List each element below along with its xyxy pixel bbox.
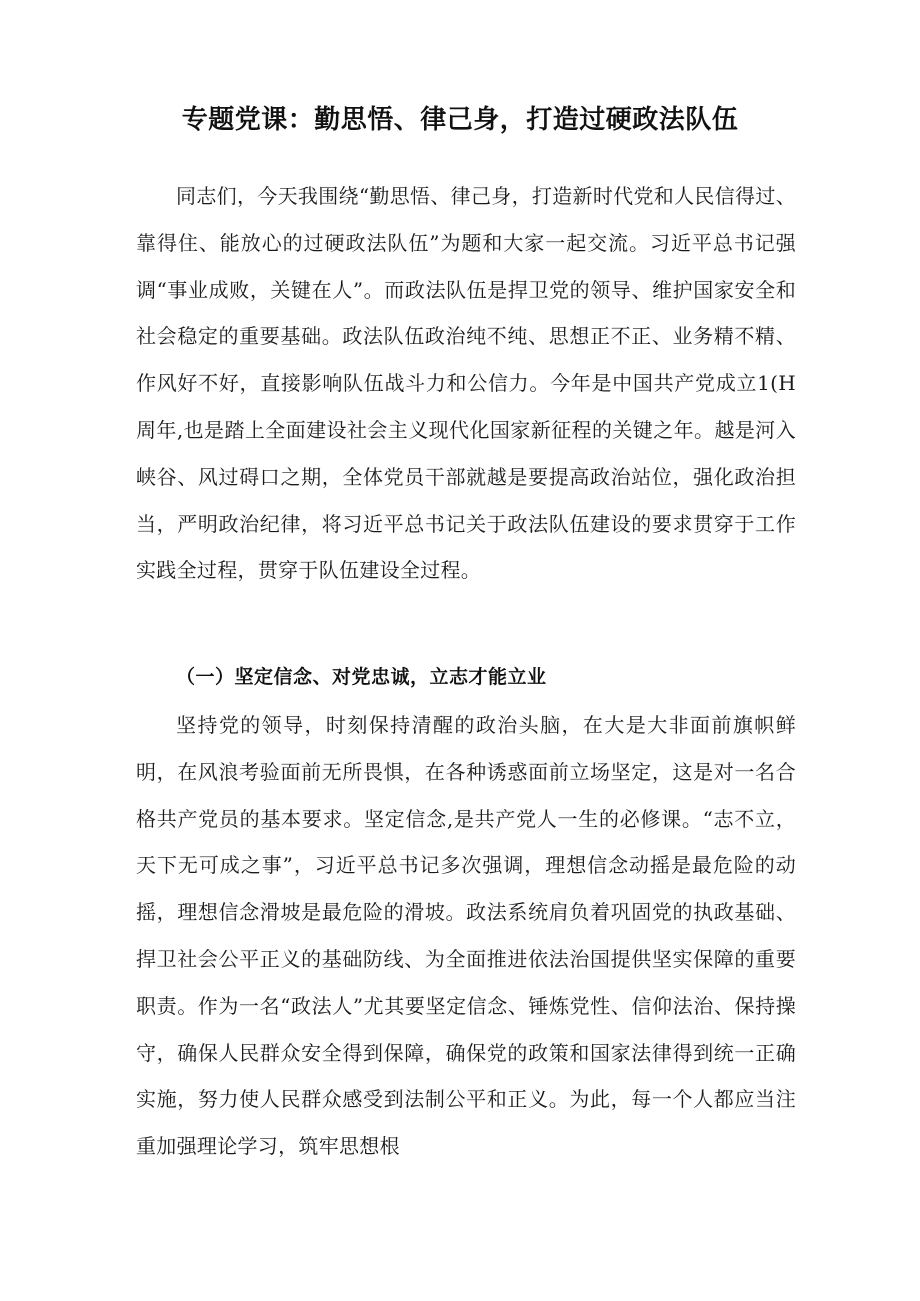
section-heading: （一）坚定信念、对党忠诚，立志才能立业 — [176, 666, 547, 688]
section-paragraph: 坚持党的领导，时刻保持清醒的政治头脑，在大是大非面前旗帜鲜明，在风浪考验面前无所畏惧，在各种诱惑面前立场坚定，这是对一名合格共产党员的基本要求。坚定信念,是共产党人一生的必修课。“志不立，天下无可成之事”，习近平总书记多次强调，理想信念动摇是最危险的动摇，理想信念滑坡是最危险的滑坡。政法系统肩负着巩固党的执政基础、捍卫社会公平正义的基础防线、为全面推进依法治国提供坚实保障的重要职责。作为一名“政法人”尤其要坚定信念、锤炼党性、信仰法治、保持操守，确保人民群众安全得到保障，确保党的政策和国家法律得到统一正确实施，努力使人民群众感受到法制公平和正义。为此，每一个人都应当注重加强理论学习，筑牢思想根 — [136, 713, 796, 1159]
intro-paragraph: 同志们，今天我围绕“勤思悟、律己身，打造新时代党和人民信得过、靠得住、能放心的过硬政法队伍”为题和大家一起交流。习近平总书记强调“事业成败，关键在人”。而政法队伍是捍卫党的领导、维护国家安全和社会稳定的重要基础。政法队伍政治纯不纯、思想正不正、业务精不精、作风好不好，直接影响队伍战斗力和公信力。今年是中国共产党成立1(H周年,也是踏上全面建设社会主义现代化国家新征程的关键之年。越是河入峡谷、风过碍口之期，全体党员干部就越是要提高政治站位，强化政治担当，严明政治纪律，将习近平总书记关于政法队伍建设的要求贯穿于工作实践全过程，贯穿于队伍建设全过程。 — [136, 184, 796, 583]
document-title: 专题党课：勤思悟、律己身，打造过硬政法队伍 — [181, 105, 739, 135]
